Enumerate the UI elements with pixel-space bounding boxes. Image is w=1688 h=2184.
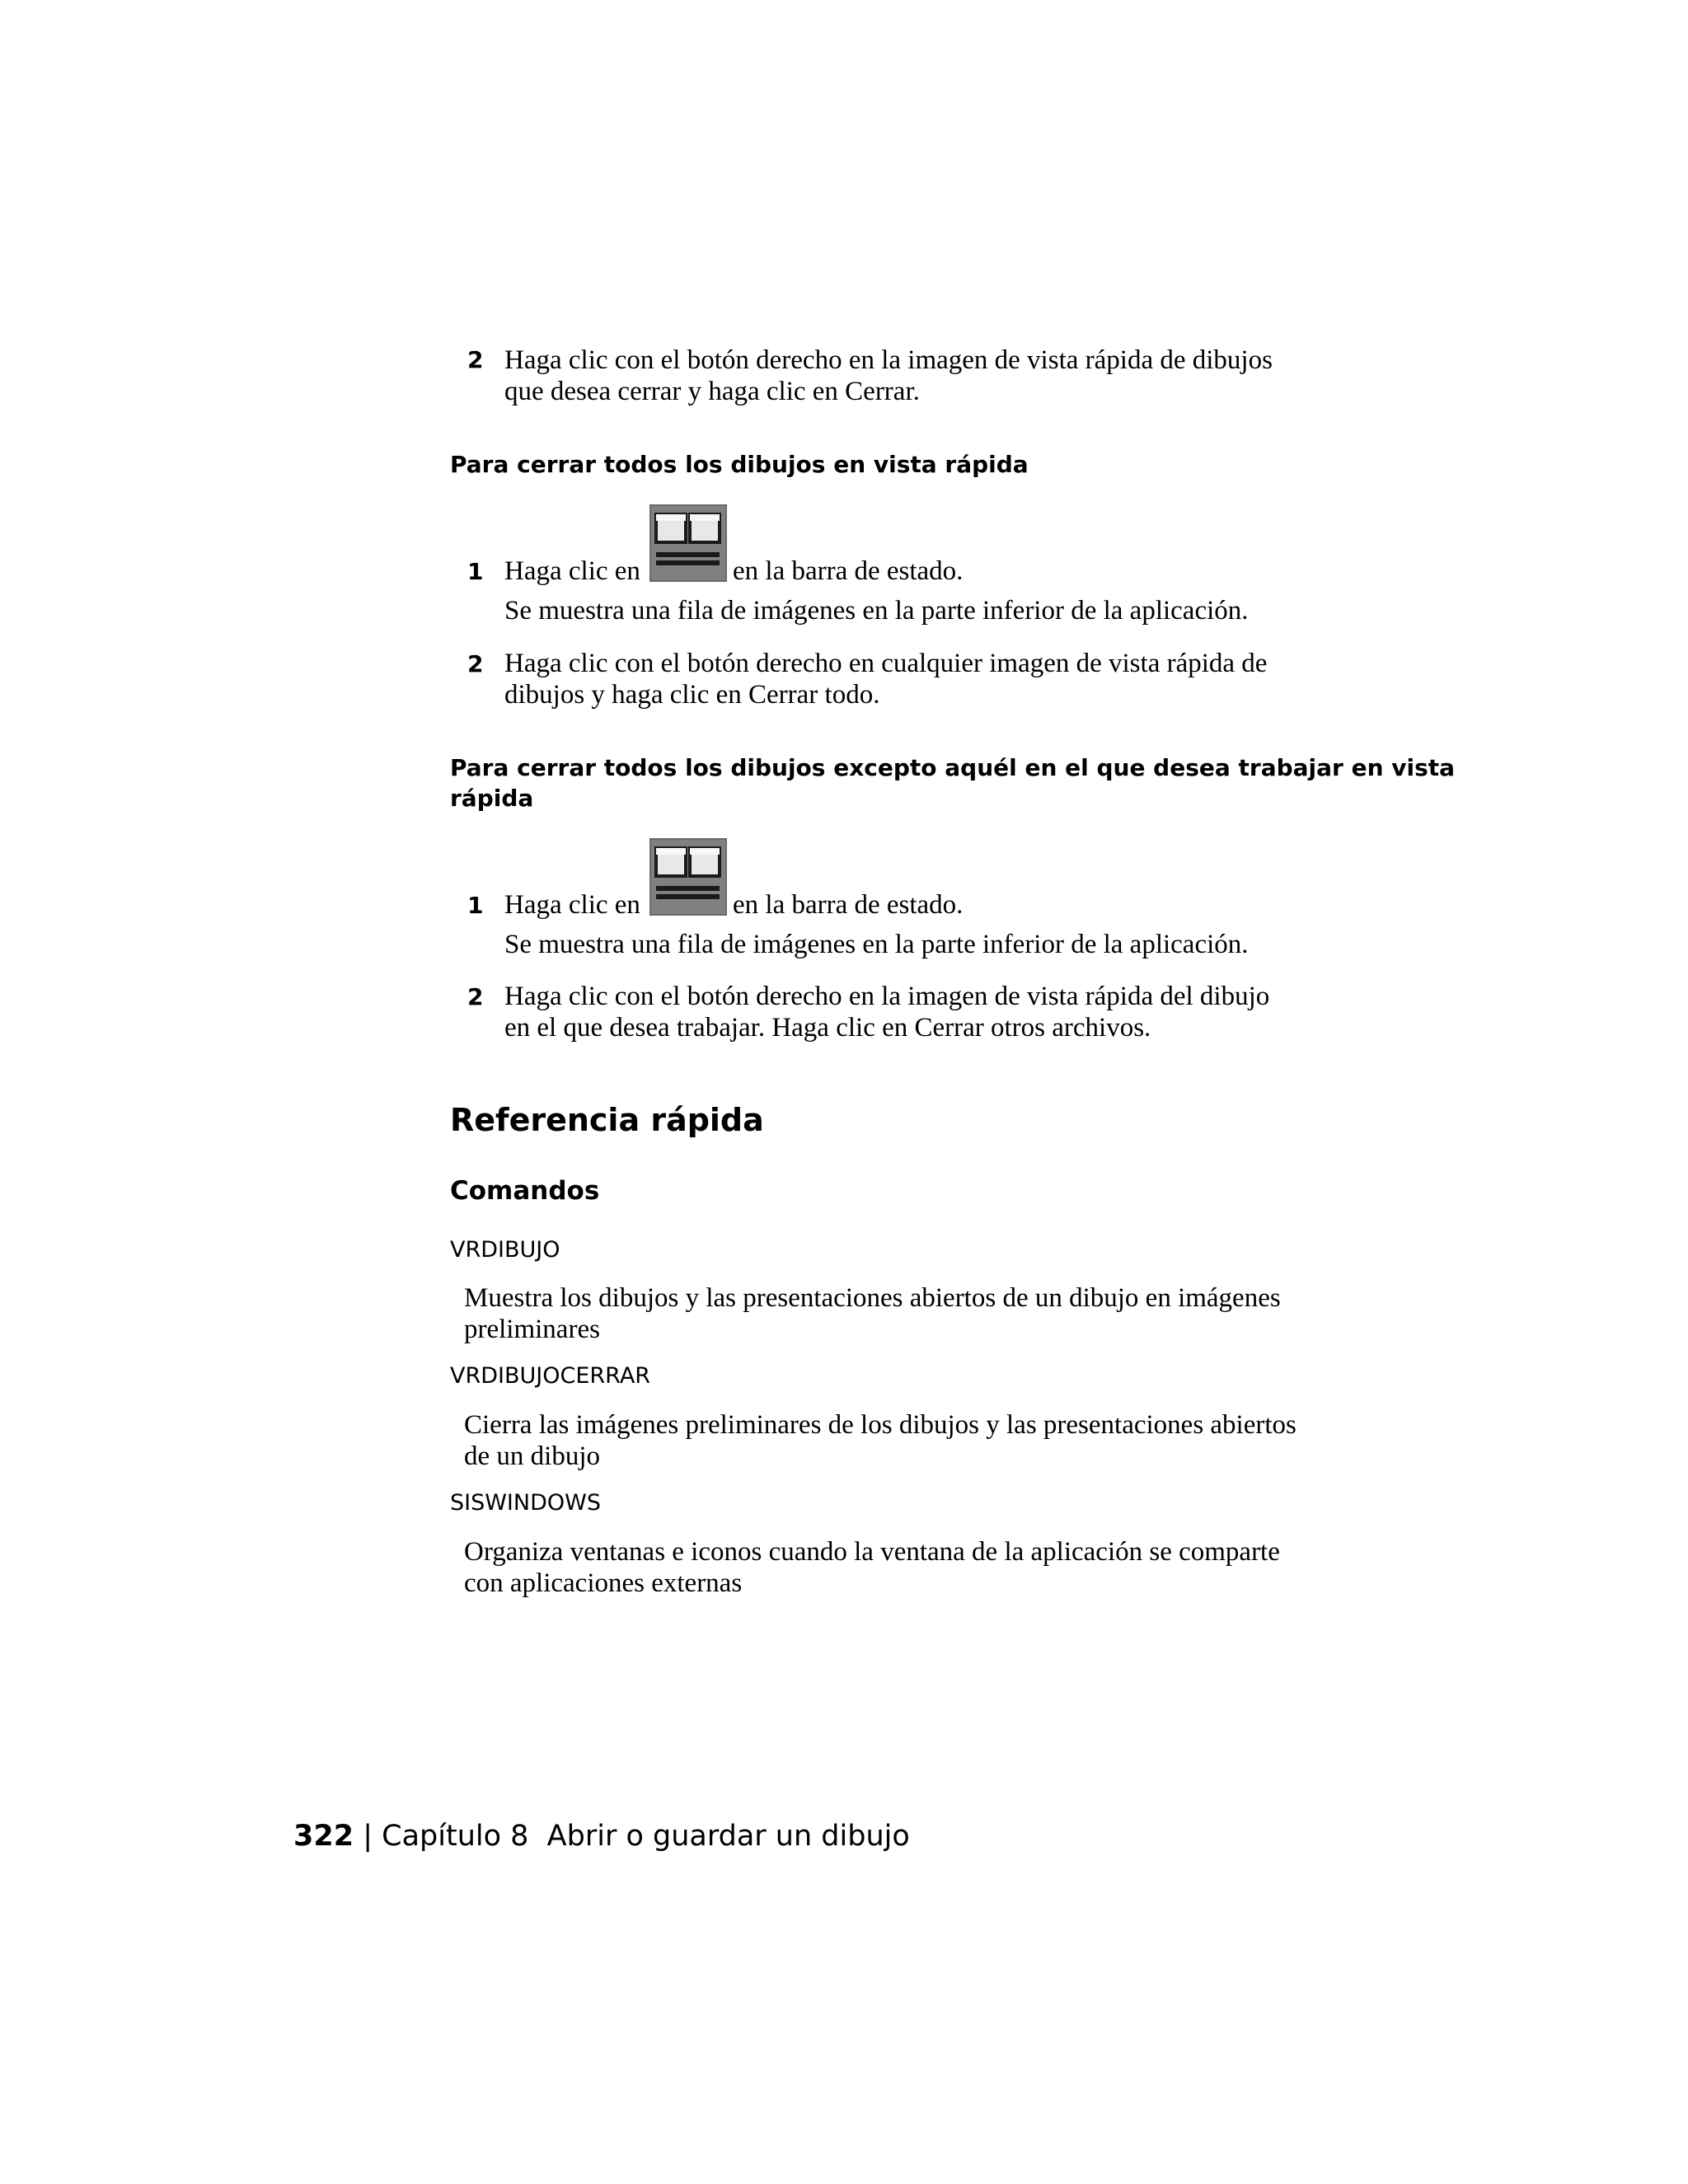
step-number: 2 — [467, 346, 484, 373]
procedure-heading: rápida — [450, 785, 534, 812]
section-subtitle: Comandos — [450, 1176, 600, 1206]
command-name: VRDIBUJOCERRAR — [450, 1363, 651, 1389]
step-result: Se muestra una fila de imágenes en la parte inferior de la aplicación. — [504, 596, 1249, 626]
command-description: Cierra las imágenes preliminares de los dibujos y las presentaciones abiertos — [464, 1410, 1296, 1440]
step-text: en la barra de estado. — [733, 556, 964, 586]
step-text: Haga clic con el botón derecho en la imagen de vista rápida del dibujo — [504, 982, 1270, 1011]
step-text: en la barra de estado. — [733, 890, 964, 920]
command-name: SISWINDOWS — [450, 1490, 601, 1516]
command-description: Muestra los dibujos y las presentaciones abiertos de un dibujo en imágenes — [464, 1283, 1281, 1313]
quick-view-drawings-icon — [649, 504, 727, 582]
chapter-title: Abrir o guardar un dibujo — [546, 1820, 910, 1853]
page-number: 322 — [293, 1820, 354, 1853]
command-description: preliminares — [464, 1315, 600, 1344]
step-result: Se muestra una fila de imágenes en la parte inferior de la aplicación. — [504, 930, 1249, 959]
command-description: Organiza ventanas e iconos cuando la ventana de la aplicación se comparte — [464, 1537, 1280, 1567]
step-text: Haga clic en — [504, 890, 640, 920]
chapter-label: Capítulo 8 — [382, 1820, 529, 1853]
step-text: que desea cerrar y haga clic en Cerrar. — [504, 377, 920, 406]
step-text: Haga clic con el botón derecho en cualquier imagen de vista rápida de — [504, 649, 1268, 678]
step-text: en el que desea trabajar. Haga clic en Cerrar otros archivos. — [504, 1013, 1151, 1043]
page-footer — [293, 1820, 910, 1853]
command-description: de un dibujo — [464, 1441, 600, 1471]
step-number: 2 — [467, 983, 484, 1010]
step-text: Haga clic con el botón derecho en la imagen de vista rápida de dibujos — [504, 345, 1273, 375]
procedure-heading: Para cerrar todos los dibujos en vista rápida — [450, 451, 1029, 478]
quick-view-drawings-icon — [649, 838, 727, 916]
step-text: Haga clic en — [504, 556, 640, 586]
step-number: 2 — [467, 650, 484, 677]
step-number: 1 — [467, 558, 484, 585]
section-title: Referencia rápida — [450, 1102, 764, 1138]
step-text: dibujos y haga clic en Cerrar todo. — [504, 680, 880, 710]
footer-separator: | — [363, 1820, 373, 1853]
procedure-heading: Para cerrar todos los dibujos excepto aquél en el que desea trabajar en vista — [450, 754, 1456, 781]
command-name: VRDIBUJO — [450, 1237, 560, 1263]
step-number: 1 — [467, 892, 484, 919]
command-description: con aplicaciones externas — [464, 1568, 743, 1598]
